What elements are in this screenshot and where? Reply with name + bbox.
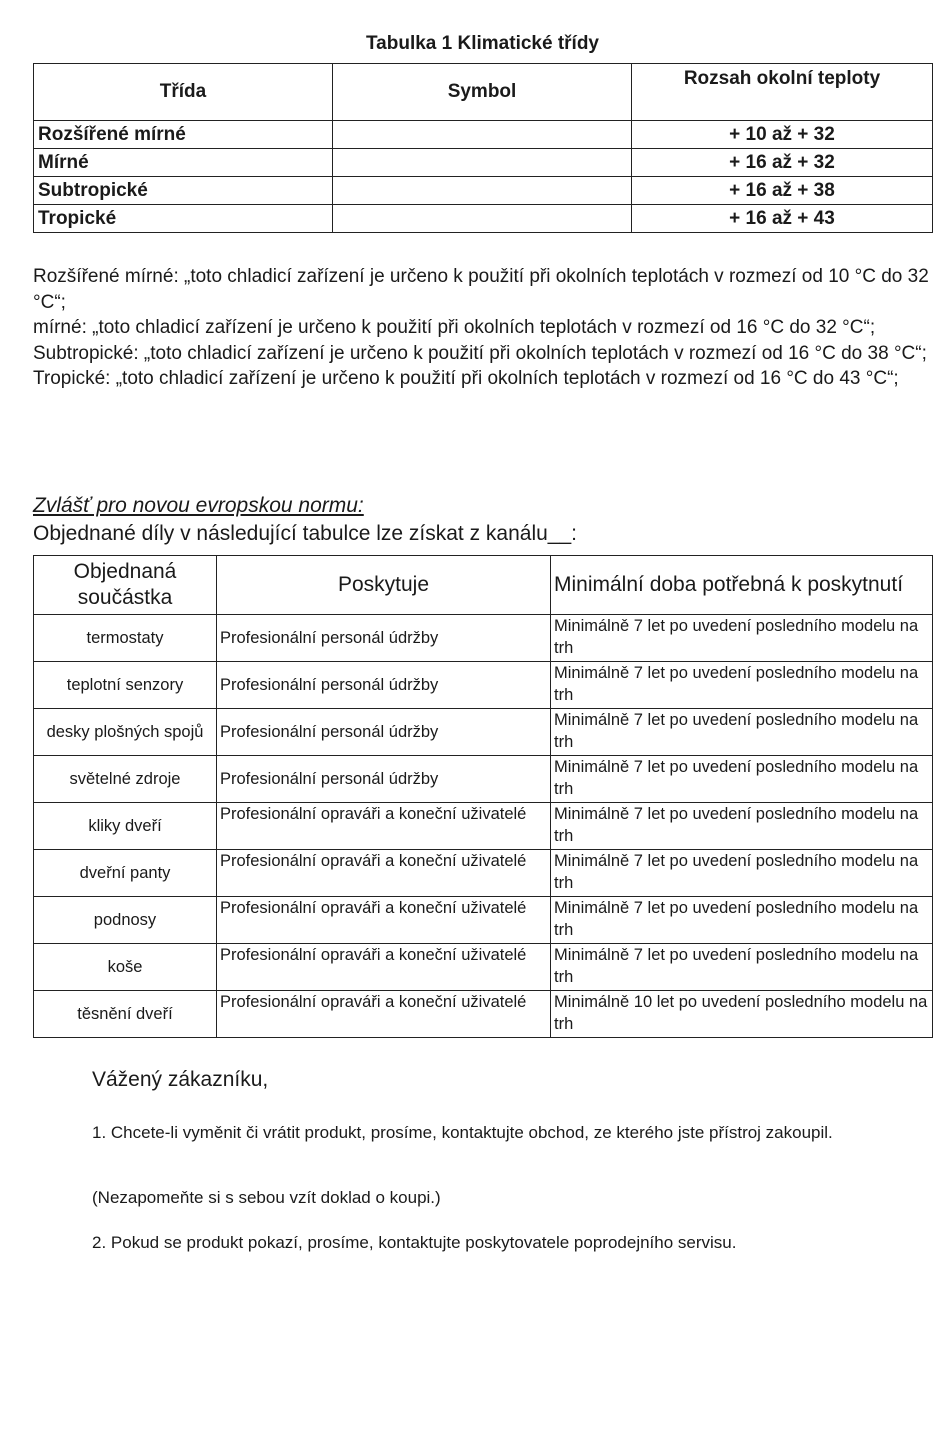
table-row xyxy=(34,991,933,1038)
min-time-cell: Minimálně 7 let po uvedení posledního modelu na trh xyxy=(551,897,933,944)
provider-cell: Profesionální personál údržby xyxy=(217,756,551,803)
table-row xyxy=(34,803,933,850)
column-header-class: Třída xyxy=(34,64,333,121)
provider-cell: Profesionální opraváři a koneční uživatelé xyxy=(217,850,551,897)
table-header-row xyxy=(34,64,933,121)
provider-cell: Profesionální personál údržby xyxy=(217,709,551,756)
spare-parts-table xyxy=(33,555,933,1038)
parts-intro-text: Objednané díly v následující tabulce lze získat z kanálu__: xyxy=(33,522,577,545)
range-cell: + 10 až + 32 xyxy=(632,121,933,149)
part-cell: těsnění dveří xyxy=(34,991,217,1038)
table-row xyxy=(34,615,933,662)
customer-greeting: Vážený zákazníku, xyxy=(92,1068,269,1091)
range-cell: + 16 až + 38 xyxy=(632,177,933,205)
min-time-cell: Minimálně 10 let po uvedení posledního modelu na trh xyxy=(551,991,933,1038)
climate-class-descriptions xyxy=(33,264,933,392)
provider-cell: Profesionální opraváři a koneční uživatelé xyxy=(217,897,551,944)
table1-title: Tabulka 1 Klimatické třídy xyxy=(365,33,599,54)
min-time-cell: Minimálně 7 let po uvedení posledního modelu na trh xyxy=(551,803,933,850)
class-cell: Subtropické xyxy=(34,177,333,205)
part-cell: kliky dveří xyxy=(34,803,217,850)
eu-norm-heading: Zvlášť pro novou evropskou normu: xyxy=(33,494,364,517)
description-subtropical: Subtropické: „toto chladicí zařízení je určeno k použití při okolních teplotách v rozmezí od 16 °C do 38 °C“; xyxy=(33,342,927,364)
table-row xyxy=(34,662,933,709)
symbol-cell xyxy=(333,149,632,177)
table-row xyxy=(34,709,933,756)
min-time-cell: Minimálně 7 let po uvedení posledního modelu na trh xyxy=(551,944,933,991)
table-row xyxy=(34,944,933,991)
table-row xyxy=(34,149,933,177)
note-receipt-reminder: (Nezapomeňte si s sebou vzít doklad o koupi.) xyxy=(92,1188,441,1207)
part-cell: dveřní panty xyxy=(34,850,217,897)
climate-class-table xyxy=(33,63,933,233)
part-cell: desky plošných spojů xyxy=(34,709,217,756)
column-header-range: Rozsah okolní teploty xyxy=(632,64,933,121)
symbol-cell xyxy=(333,177,632,205)
description-extended-temperate: Rozšířené mírné: „toto chladicí zařízení je určeno k použití při okolních teplotách v rozmezí od 10 °C do 32 °C“; xyxy=(33,266,929,313)
min-time-cell: Minimálně 7 let po uvedení posledního modelu na trh xyxy=(551,662,933,709)
description-tropical: Tropické: „toto chladicí zařízení je určeno k použití při okolních teplotách v rozmezí od 16 °C do 43 °C“; xyxy=(33,368,899,389)
provider-cell: Profesionální opraváři a koneční uživatelé xyxy=(217,991,551,1038)
note-item-exchange: 1. Chcete-li vyměnit či vrátit produkt, prosíme, kontaktujte obchod, ze kterého jste přístroj zakoupil. xyxy=(92,1123,833,1142)
note-item-service: 2. Pokud se produkt pokazí, prosíme, kontaktujte poskytovatele poprodejního servisu. xyxy=(92,1233,737,1252)
min-time-cell: Minimálně 7 let po uvedení posledního modelu na trh xyxy=(551,850,933,897)
table-header-row xyxy=(34,556,933,615)
provider-cell: Profesionální opraváři a koneční uživatelé xyxy=(217,944,551,991)
column-header-part: Objednaná součástka xyxy=(34,556,217,615)
symbol-cell xyxy=(333,121,632,149)
table-row xyxy=(34,177,933,205)
column-header-min-time: Minimální doba potřebná k poskytnutí xyxy=(551,556,933,615)
table-row xyxy=(34,897,933,944)
part-cell: koše xyxy=(34,944,217,991)
provider-cell: Profesionální personál údržby xyxy=(217,662,551,709)
range-cell: + 16 až + 43 xyxy=(632,205,933,233)
symbol-cell xyxy=(333,205,632,233)
part-cell: podnosy xyxy=(34,897,217,944)
class-cell: Tropické xyxy=(34,205,333,233)
part-cell: teplotní senzory xyxy=(34,662,217,709)
provider-cell: Profesionální opraváři a koneční uživatelé xyxy=(217,803,551,850)
description-temperate: mírné: „toto chladicí zařízení je určeno k použití při okolních teplotách v rozmezí od 16 °C do 32 °C“; xyxy=(33,317,876,338)
min-time-cell: Minimálně 7 let po uvedení posledního modelu na trh xyxy=(551,709,933,756)
table-row xyxy=(34,850,933,897)
column-header-symbol: Symbol xyxy=(333,64,632,121)
min-time-cell: Minimálně 7 let po uvedení posledního modelu na trh xyxy=(551,756,933,803)
range-cell: + 16 až + 32 xyxy=(632,149,933,177)
class-cell: Rozšířené mírné xyxy=(34,121,333,149)
min-time-cell: Minimálně 7 let po uvedení posledního modelu na trh xyxy=(551,615,933,662)
class-cell: Mírné xyxy=(34,149,333,177)
column-header-provider: Poskytuje xyxy=(217,556,551,615)
part-cell: termostaty xyxy=(34,615,217,662)
table-row xyxy=(34,121,933,149)
provider-cell: Profesionální personál údržby xyxy=(217,615,551,662)
table-row xyxy=(34,205,933,233)
table-row xyxy=(34,756,933,803)
part-cell: světelné zdroje xyxy=(34,756,217,803)
